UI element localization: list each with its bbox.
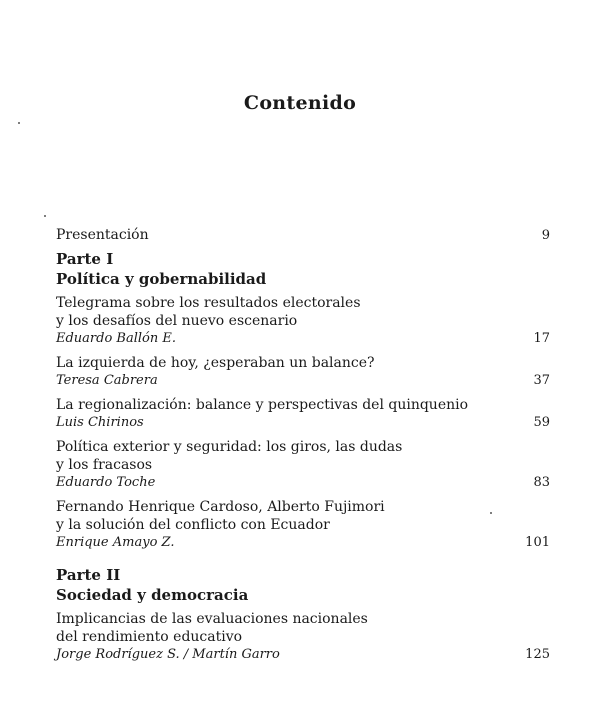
toc-entry[interactable] [56,610,550,664]
part-label: Parte I [56,250,114,268]
toc-page-number: 59 [533,415,550,430]
toc-entry[interactable] [56,438,550,492]
toc-entry-author: Teresa Cabrera [56,373,158,388]
toc-page-number: 17 [533,331,550,346]
part-title: Política y gobernabilidad [56,270,267,288]
toc-entry-author: Luis Chirinos [56,415,144,430]
toc-entry-line: y la solución del conflicto con Ecuador [56,517,330,533]
toc-entry-author: Enrique Amayo Z. [56,535,175,550]
toc-entry-line: y los desafíos del nuevo escenario [56,313,298,329]
part-label: Parte II [56,566,121,584]
toc-entry-line: Fernando Henrique Cardoso, Alberto Fujimori [56,499,385,515]
toc-entry[interactable] [56,294,550,348]
toc-entry-line: y los fracasos [56,457,153,473]
toc-entry-line: Política exterior y seguridad: los giros, las dudas [56,439,403,455]
table-of-contents [56,226,550,664]
toc-page-number: 83 [533,475,550,490]
toc-entry-title: Presentación [56,227,149,243]
toc-entry[interactable] [56,396,550,432]
part-title: Sociedad y democracia [56,586,249,604]
toc-page-number: 101 [525,535,550,550]
scan-speck [44,215,46,217]
toc-entry-presentacion[interactable] [56,226,550,244]
toc-page-number: 9 [541,228,550,243]
toc-entry-author: Eduardo Ballón E. [56,331,177,346]
toc-entry[interactable] [56,354,550,390]
page-title: Contenido [243,92,357,114]
toc-entry-author: Eduardo Toche [56,475,156,490]
toc-entry-line: Implicancias de las evaluaciones nacionales [56,611,368,627]
toc-page-number: 37 [533,373,550,388]
toc-entry-line: La regionalización: balance y perspectivas del quinquenio [56,397,469,413]
toc-page-number: 125 [525,647,550,662]
toc-entry-line: La izquierda de hoy, ¿esperaban un balance? [56,355,375,371]
part-heading [56,250,550,289]
part-heading [56,566,550,605]
toc-entry-author: Jorge Rodríguez S. / Martín Garro [56,647,280,662]
scan-speck [18,122,20,124]
toc-entry[interactable] [56,498,550,552]
toc-entry-line: Telegrama sobre los resultados electorales [56,295,361,311]
toc-entry-line: del rendimiento educativo [56,629,243,645]
